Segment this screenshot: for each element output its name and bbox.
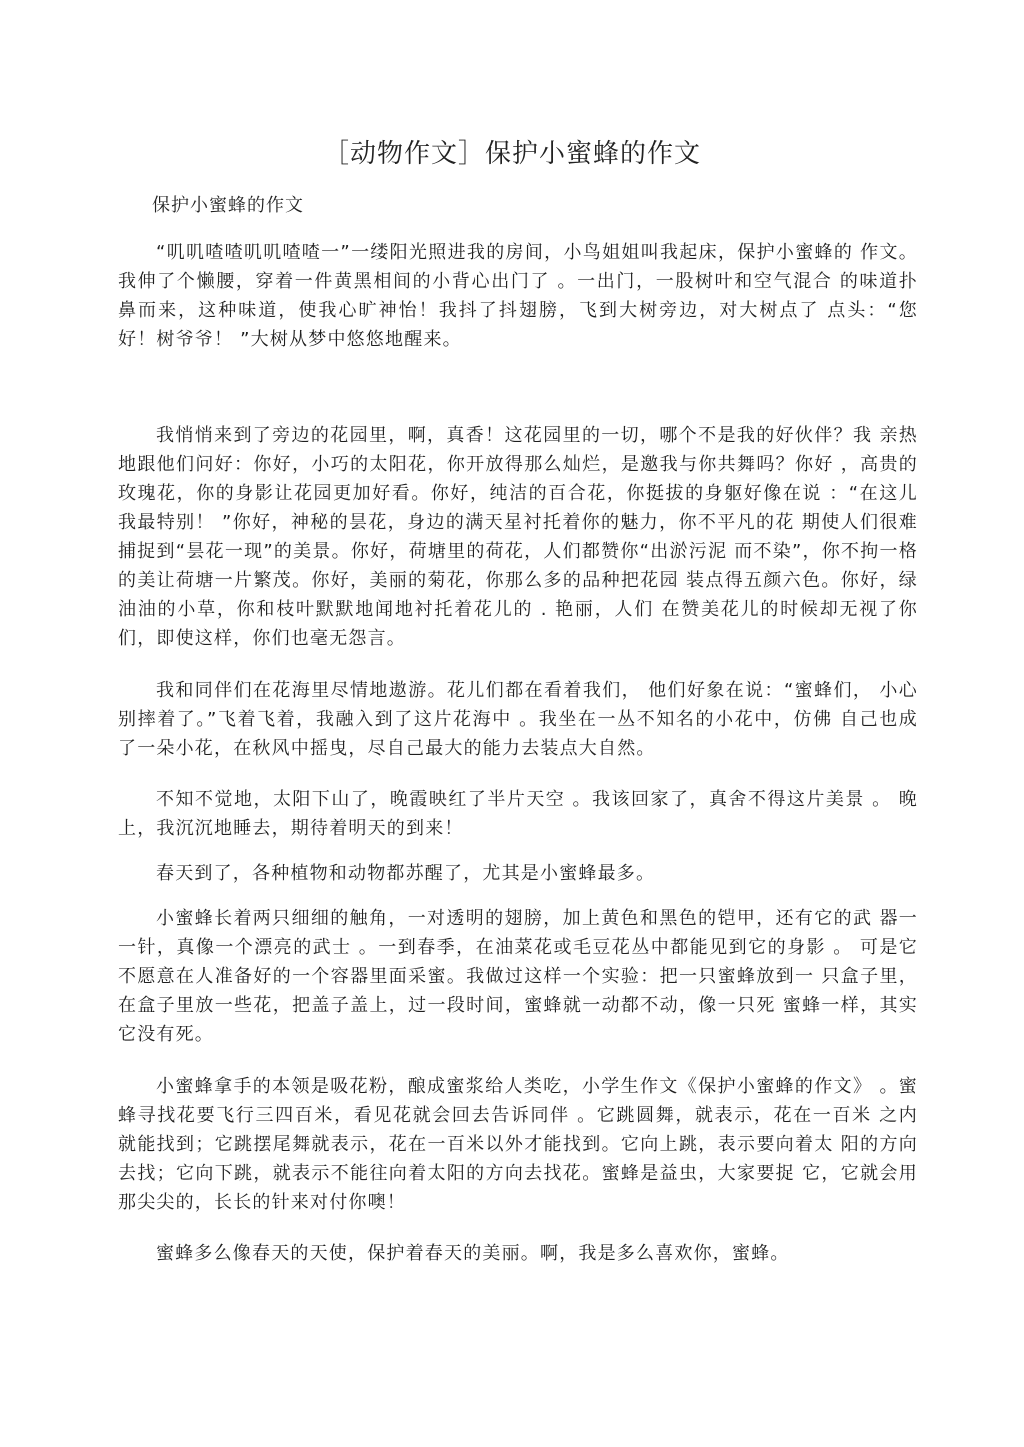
paragraph-text: 蜜蜂多么像春天的天使，保护着春天的美丽。啊，我是多么喜欢你，蜜蜂。 xyxy=(156,1243,790,1264)
paragraph-8 xyxy=(118,1239,918,1268)
paragraph-text: 小蜜蜂长着两只细细的触角，一对透明的翅膀，加上黄色和黑色的铠甲，还有它的武 器一一针，真像一个漂亮的武士 。一到春季，在油菜花或毛豆花丛中都能见到它的身影 。 可是它不愿意在人准备好的一个容器里面采蜜。我做过这样一个实验：把一只蜜蜂放到一 只盒子里，在盒子里放一些花，把盖子盖上，过一段时间，蜜蜂就一动都不动，像一只死 蜜蜂一样，其实它没有死。 xyxy=(118,908,918,1045)
paragraph-6 xyxy=(118,904,918,1049)
document-subtitle: 保护小蜜蜂的作文 xyxy=(152,195,304,216)
paragraph-2 xyxy=(118,421,918,653)
paragraph-1 xyxy=(118,238,918,354)
paragraph-7 xyxy=(118,1072,918,1217)
paragraph-text: 春天到了，各种植物和动物都苏醒了，尤其是小蜜蜂最多。 xyxy=(156,863,656,884)
paragraph-text: 不知不觉地，太阳下山了，晚霞映红了半片天空 。我该回家了，真舍不得这片美景 。 晚上，我沉沉地睡去，期待着明天的到来！ xyxy=(118,789,918,839)
paragraph-5 xyxy=(118,859,918,888)
paragraph-text: “叽叽喳喳叽叽喳喳一”一缕阳光照进我的房间，小鸟姐姐叫我起床，保护小蜜蜂的 作文。我伸了个懒腰，穿着一件黄黑相间的小背心出门了 。一出门，一股树叶和空气混合 的味道扑鼻而来，这种味道，使我心旷神怡！我抖了抖翅膀，飞到大树旁边，对大树点了 点头：“您好！树爷爷！ ”大树从梦中悠悠地醒来。 xyxy=(118,242,918,350)
paragraph-4 xyxy=(118,785,918,843)
paragraph-3 xyxy=(118,676,918,763)
paragraph-text: 小蜜蜂拿手的本领是吸花粉，酿成蜜浆给人类吃，小学生作文《保护小蜜蜂的作文》 。蜜蜂寻找花要飞行三四百米，看见花就会回去告诉同伴 。它跳圆舞，就表示，花在一百米 之内就能找到；它跳摆尾舞就表示，花在一百米以外才能找到。它向上跳，表示要向着太 阳的方向去找；它向下跳，就表示不能往向着太阳的方向去找花。蜜蜂是益虫，大家要捉 它，它就会用那尖尖的，长长的针来对付你噢！ xyxy=(118,1076,918,1213)
page-title: ［动物作文］保护小蜜蜂的作文 xyxy=(322,139,701,169)
paragraph-text: 我和同伴们在花海里尽情地遨游。花儿们都在看着我们， 他们好象在说：“蜜蜂们， 小心别摔着了。”飞着飞着，我融入到了这片花海中 。我坐在一丛不知名的小花中，仿佛 自己也成了一朵小花，在秋风中摇曳，尽自己最大的能力去装点大自然。 xyxy=(118,680,918,759)
paragraph-text: 我悄悄来到了旁边的花园里，啊，真香！这花园里的一切，哪个不是我的好伙伴？我 亲热地跟他们问好：你好，小巧的太阳花，你开放得那么灿烂，是邀我与你共舞吗？你好 ，高贵的玫瑰花，你的身影让花园更加好看。你好，纯洁的百合花，你挺拔的身躯好像在说 ：“在这儿我最特别！ ”你好，神秘的昙花，身边的满天星衬托着你的魅力，你不平凡的花 期使人们很难捕捉到“昙花一现”的美景。你好，荷塘里的荷花，人们都赞你“出淤污泥 而不染”，你不拘一格的美让荷塘一片繁茂。你好，美丽的菊花，你那么多的品种把花园 装点得五颜六色。你好，绿油油的小草，你和枝叶默默地闻地衬托着花儿的 . 艳丽，人们 在赞美花儿的时候却无视了你们，即使这样，你们也毫无怨言。 xyxy=(118,425,918,649)
